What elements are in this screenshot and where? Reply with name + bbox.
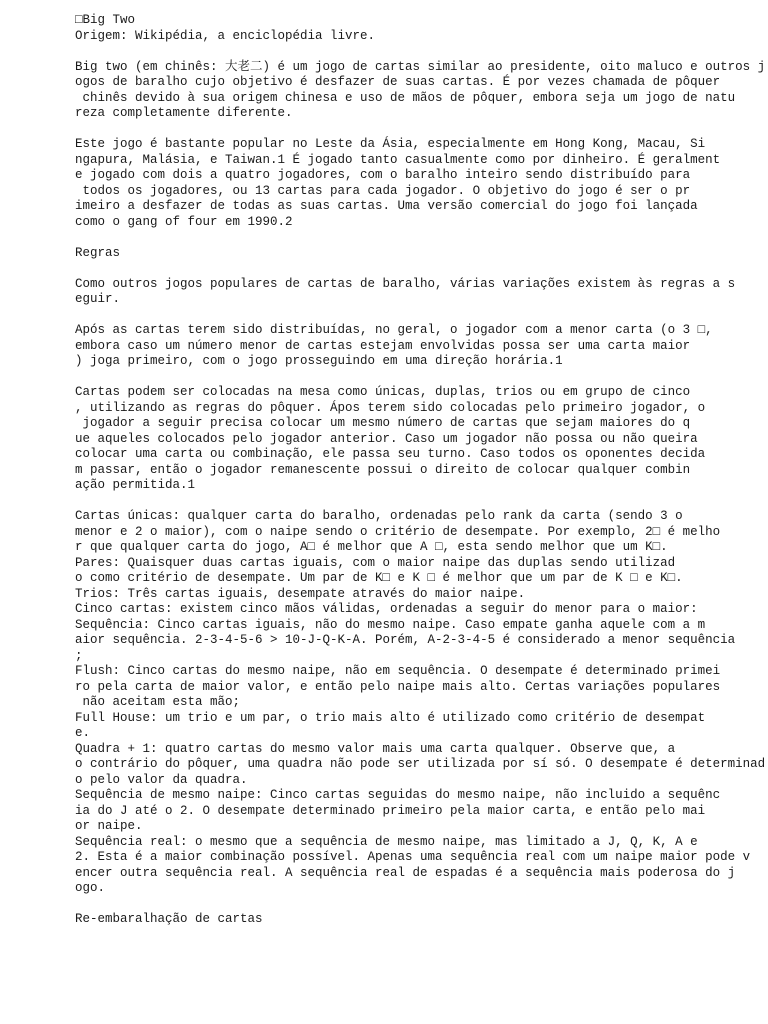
blank-line bbox=[75, 122, 767, 138]
text-line: Cinco cartas: existem cinco mãos válidas, ordenadas a seguir do menor para o maior: bbox=[75, 602, 698, 616]
text-line: reza completamente diferente. bbox=[75, 106, 293, 120]
text-line: r que qualquer carta do jogo, A□ é melhor que A □, esta sendo melhor que um K□. bbox=[75, 540, 668, 554]
text-line: menor e 2 o maior), com o naipe sendo o critério de desempate. Por exemplo, 2□ é melho bbox=[75, 524, 721, 539]
text-line: colocar uma carta ou combinação, ele passa seu turno. Caso todos os oponentes decida bbox=[75, 447, 706, 461]
text-line: Regras bbox=[75, 245, 121, 260]
text-line: e. bbox=[75, 726, 91, 740]
text-line: imeiro a desfazer de todas as suas cartas. Uma versão comercial do jogo foi lançada bbox=[75, 199, 698, 213]
text-line: o pelo valor da quadra. bbox=[75, 772, 248, 787]
text-line: Pares: Quaisquer duas cartas iguais, com o maior naipe das duplas sendo utilizad bbox=[75, 555, 676, 570]
text-line: ia do J até o 2. O desempate determinado primeiro pela maior carta, e então pelo mai bbox=[75, 803, 706, 818]
text-line: todos os jogadores, ou 13 cartas para cada jogador. O objetivo do jogo é ser o pr bbox=[75, 183, 691, 198]
text-line: Cartas únicas: qualquer carta do baralho, ordenadas pelo rank da carta (sendo 3 o bbox=[75, 509, 683, 523]
text-line: m passar, então o jogador remanescente possui o direito de colocar qualquer combin bbox=[75, 462, 691, 477]
blank-line bbox=[75, 897, 767, 913]
text-line: ue aqueles colocados pelo jogador anterior. Caso um jogador não possa ou não queira bbox=[75, 431, 698, 446]
text-line: e jogado com dois a quatro jogadores, com o baralho inteiro sendo distribuído para bbox=[75, 168, 691, 182]
text-line: Full House: um trio e um par, o trio mais alto é utilizado como critério de desempat bbox=[75, 710, 706, 725]
text-line: chinês devido à sua origem chinesa e uso de mãos de pôquer, embora seja um jogo de natu bbox=[75, 90, 736, 105]
text-line: Re-embaralhação de cartas bbox=[75, 912, 263, 926]
text-line: ogos de baralho cujo objetivo é desfazer de suas cartas. É por vezes chamada de pôquer bbox=[75, 75, 721, 89]
document-title: □Big Two bbox=[75, 13, 136, 27]
text-line: Após as cartas terem sido distribuídas, no geral, o jogador com a menor carta (o 3 □, bbox=[75, 323, 713, 337]
document-body bbox=[75, 13, 767, 928]
text-line: Quadra + 1: quatro cartas do mesmo valor mais uma carta qualquer. Observe que, a bbox=[75, 741, 676, 756]
blank-line bbox=[75, 494, 767, 510]
text-line: o como critério de desempate. Um par de K□ e K □ é melhor que um par de K □ e K□. bbox=[75, 571, 683, 585]
text-line: Origem: Wikipédia, a enciclopédia livre. bbox=[75, 28, 376, 43]
text-line: ação permitida.1 bbox=[75, 478, 196, 492]
text-line: embora caso um número menor de cartas estejam envolvidas possa ser uma carta maior bbox=[75, 338, 691, 353]
text-line: ogo. bbox=[75, 881, 106, 895]
text-line: , utilizando as regras do pôquer. Ápos terem sido colocadas pelo primeiro jogador, o bbox=[75, 400, 706, 415]
text-line: ; bbox=[75, 648, 83, 663]
text-line: Cartas podem ser colocadas na mesa como únicas, duplas, trios ou em grupo de cinco bbox=[75, 385, 691, 399]
text-line: o contrário do pôquer, uma quadra não pode ser utilizada por sí só. O desempate é determinad bbox=[75, 757, 766, 771]
text-line: Sequência de mesmo naipe: Cinco cartas seguidas do mesmo naipe, não incluido a sequênc bbox=[75, 788, 721, 802]
blank-line bbox=[75, 230, 767, 246]
text-line: Flush: Cinco cartas do mesmo naipe, não em sequência. O desempate é determinado primei bbox=[75, 664, 721, 678]
blank-line bbox=[75, 370, 767, 386]
text-line: eguir. bbox=[75, 292, 121, 306]
text-line: Big two (em chinês: 大老二) é um jogo de cartas similar ao presidente, oito maluco e outros j bbox=[75, 59, 766, 74]
text-line: ro pela carta de maior valor, e então pelo naipe mais alto. Certas variações populares bbox=[75, 679, 721, 694]
text-line: Sequência real: o mesmo que a sequência de mesmo naipe, mas limitado a J, Q, K, A e bbox=[75, 834, 698, 849]
blank-line bbox=[75, 261, 767, 277]
text-line: 2. Esta é a maior combinação possível. Apenas uma sequência real com um naipe maior pode v bbox=[75, 850, 751, 864]
text-line: Este jogo é bastante popular no Leste da Ásia, especialmente em Hong Kong, Macau, Si bbox=[75, 137, 706, 151]
text-line: jogador a seguir precisa colocar um mesmo número de cartas que sejam maiores do q bbox=[75, 416, 691, 430]
text-line: ) joga primeiro, com o jogo prosseguindo em uma direção horária.1 bbox=[75, 354, 563, 368]
text-line: Trios: Três cartas iguais, desempate através do maior naipe. bbox=[75, 586, 526, 601]
text-line: or naipe. bbox=[75, 819, 143, 833]
blank-line bbox=[75, 44, 767, 60]
text-line: como o gang of four em 1990.2 bbox=[75, 214, 293, 229]
text-line: Sequência: Cinco cartas iguais, não do mesmo naipe. Caso empate ganha aquele com a m bbox=[75, 617, 706, 632]
text-line: encer outra sequência real. A sequência real de espadas é a sequência mais poderosa do j bbox=[75, 865, 736, 880]
text-line: ngapura, Malásia, e Taiwan.1 É jogado tanto casualmente como por dinheiro. É geralment bbox=[75, 152, 721, 167]
text-line: aior sequência. 2-3-4-5-6 > 10-J-Q-K-A. Porém, A-2-3-4-5 é considerado a menor sequência bbox=[75, 633, 736, 647]
blank-line bbox=[75, 308, 767, 324]
text-line: Como outros jogos populares de cartas de baralho, várias variações existem às regras a s bbox=[75, 276, 736, 291]
text-line: não aceitam esta mão; bbox=[75, 695, 241, 709]
